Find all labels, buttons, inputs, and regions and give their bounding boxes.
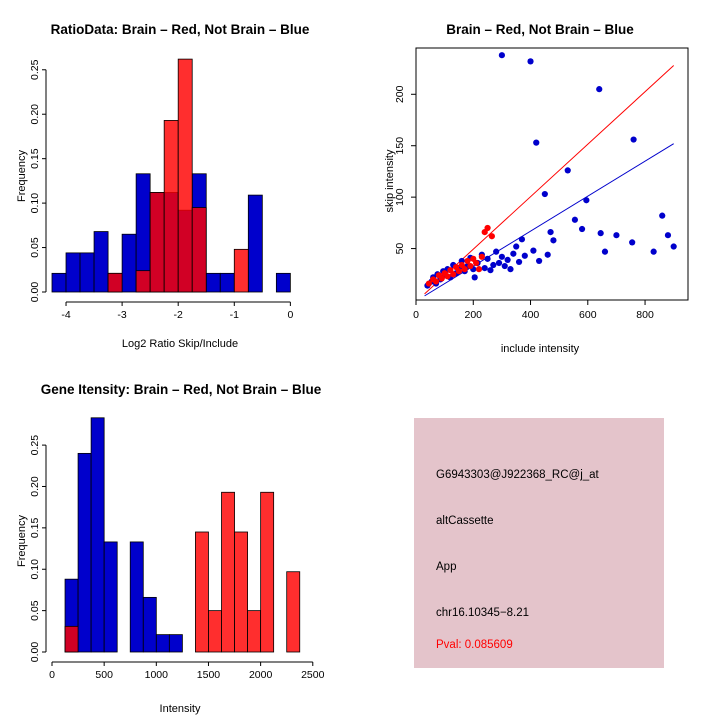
histogram-bar xyxy=(195,532,208,652)
tick-label: 0.05 xyxy=(29,237,41,258)
panel-info-box xyxy=(414,418,664,668)
tick-label: 800 xyxy=(636,309,654,321)
scatter-point xyxy=(490,262,496,268)
histogram-bar xyxy=(208,611,221,652)
scatter-point xyxy=(433,278,439,284)
scatter-point xyxy=(476,266,482,272)
scatter-point xyxy=(565,167,571,173)
scatter-point xyxy=(472,274,478,280)
scatter-point xyxy=(507,266,513,272)
y-axis-label: Frequency xyxy=(16,150,28,202)
tick-label: 2000 xyxy=(248,669,273,681)
scatter-plot xyxy=(360,0,720,360)
scatter-point xyxy=(484,256,490,262)
scatter-point xyxy=(502,263,508,269)
y-axis-label: Frequency xyxy=(16,515,28,567)
histogram-bar xyxy=(130,542,143,652)
tick-label: 0.00 xyxy=(29,641,41,663)
scatter-point xyxy=(499,254,505,260)
scatter-point xyxy=(598,230,604,236)
tick-label: 0.05 xyxy=(29,600,41,621)
plot-frame xyxy=(416,48,688,300)
x-axis-label: Intensity xyxy=(159,703,201,715)
tick-label: 0.15 xyxy=(29,148,41,169)
tick-label: 200 xyxy=(394,85,406,104)
tick-label: 0.20 xyxy=(29,476,41,497)
gene-name-text: App xyxy=(436,561,457,573)
scatter-point xyxy=(493,249,499,255)
scatter-point xyxy=(613,232,619,238)
scatter-point xyxy=(671,243,677,249)
tick-label: 0.00 xyxy=(29,281,41,303)
histogram-bar xyxy=(169,635,182,652)
histogram-bar xyxy=(94,232,108,292)
tick-label: 0 xyxy=(49,669,55,681)
histogram-bar xyxy=(143,597,156,652)
scatter-point xyxy=(550,237,556,243)
scatter-point xyxy=(510,251,516,257)
histogram-bar xyxy=(222,492,235,652)
scatter-point xyxy=(659,213,665,219)
tick-label: 2500 xyxy=(301,669,325,681)
tick-label: -1 xyxy=(229,309,239,321)
tick-label: 0 xyxy=(413,309,419,321)
probe-id-text: G6943303@J922368_RC@j_at xyxy=(436,469,599,481)
scatter-point xyxy=(484,225,490,231)
scatter-point xyxy=(516,259,522,265)
histogram-bar xyxy=(192,208,206,292)
scatter-point xyxy=(651,249,657,255)
pvalue-text: Pval: 0.085609 xyxy=(436,639,513,651)
histogram-bar xyxy=(66,253,80,292)
scatter-point xyxy=(629,239,635,245)
histogram-bar xyxy=(261,492,274,652)
histogram-bar xyxy=(248,611,261,652)
scatter-point xyxy=(547,229,553,235)
histogram-bar xyxy=(287,572,300,652)
scatter-point xyxy=(530,248,536,254)
histogram-bar xyxy=(248,195,262,292)
panel-title: Gene Itensity: Brain – Red, Not Brain – Blue xyxy=(40,382,322,397)
histogram-bar xyxy=(234,249,248,292)
tick-label: 400 xyxy=(521,309,540,321)
gene-histogram-plot xyxy=(0,360,360,720)
scatter-point xyxy=(505,257,511,263)
histogram-bar xyxy=(178,59,192,292)
histogram-bar xyxy=(276,273,290,292)
histogram-bar xyxy=(150,192,164,292)
histogram-bar xyxy=(206,273,220,292)
y-axis-label: skip intensity xyxy=(384,149,396,213)
tick-label: 100 xyxy=(394,188,406,206)
scatter-point xyxy=(513,243,519,249)
tick-label: -3 xyxy=(117,309,127,321)
histogram-bar xyxy=(164,120,178,292)
panel-scatter xyxy=(360,0,720,360)
histogram-bar xyxy=(235,532,248,652)
tick-label: 50 xyxy=(394,242,406,255)
ratio-histogram-plot xyxy=(0,0,360,360)
histogram-bar xyxy=(65,626,78,652)
scatter-point xyxy=(467,263,473,269)
scatter-point xyxy=(665,232,671,238)
panel-title: Brain – Red, Not Brain – Blue xyxy=(446,22,634,37)
scatter-point xyxy=(462,266,468,272)
histogram-bar xyxy=(220,273,234,292)
tick-label: 0.20 xyxy=(29,104,41,125)
tick-label: 0.25 xyxy=(29,59,41,80)
histogram-bar xyxy=(108,273,122,292)
scatter-point xyxy=(536,258,542,264)
scatter-point xyxy=(489,233,495,239)
tick-label: 0 xyxy=(287,309,294,321)
scatter-point xyxy=(456,268,462,274)
scatter-point xyxy=(572,217,578,223)
histogram-bar xyxy=(91,418,104,652)
histogram-bar xyxy=(78,453,91,652)
scatter-point xyxy=(542,191,548,197)
trend-line-notbrain-fit xyxy=(425,144,674,296)
tick-label: 500 xyxy=(95,669,113,681)
panel-gene-histogram xyxy=(0,360,360,720)
tick-label: 1000 xyxy=(144,669,168,681)
scatter-point xyxy=(499,52,505,58)
scatter-point xyxy=(533,140,539,146)
scatter-point xyxy=(444,273,450,279)
scatter-point xyxy=(583,197,589,203)
scatter-point xyxy=(479,254,485,260)
tick-label: 0.10 xyxy=(29,192,41,214)
scatter-point xyxy=(602,249,608,255)
tick-label: -4 xyxy=(61,309,71,321)
tick-label: 0.15 xyxy=(29,517,41,539)
tick-label: 150 xyxy=(394,136,406,155)
histogram-bar xyxy=(52,273,66,292)
scatter-point xyxy=(450,271,456,277)
event-type-text: altCassette xyxy=(436,515,494,527)
scatter-point xyxy=(522,253,528,259)
scatter-point xyxy=(596,86,602,92)
scatter-point xyxy=(631,136,637,142)
scatter-point xyxy=(527,58,533,64)
scatter-point xyxy=(579,226,585,232)
tick-label: 0.25 xyxy=(29,434,41,456)
scatter-point xyxy=(496,260,502,266)
scatter-point xyxy=(473,260,479,266)
tick-label: -2 xyxy=(173,309,183,321)
scatter-point xyxy=(482,265,488,271)
scatter-point xyxy=(519,236,525,242)
scatter-point xyxy=(545,252,551,258)
histogram-bar xyxy=(136,271,150,292)
histogram-bar xyxy=(104,542,117,652)
panel-title: RatioData: Brain – Red, Not Brain – Blue xyxy=(50,22,310,37)
panel-ratio-histogram xyxy=(0,0,360,360)
x-axis-label: Log2 Ratio Skip/Include xyxy=(121,338,239,350)
tick-label: 600 xyxy=(579,309,597,321)
tick-label: 0.10 xyxy=(29,559,41,580)
histogram-bar xyxy=(156,635,169,652)
x-axis-label: include intensity xyxy=(500,343,580,355)
locus-text: chr16.10345−8.21 xyxy=(436,607,530,619)
histogram-bar xyxy=(80,253,94,292)
histogram-bar xyxy=(122,234,136,292)
tick-label: 1500 xyxy=(196,669,221,681)
tick-label: 200 xyxy=(464,309,483,321)
